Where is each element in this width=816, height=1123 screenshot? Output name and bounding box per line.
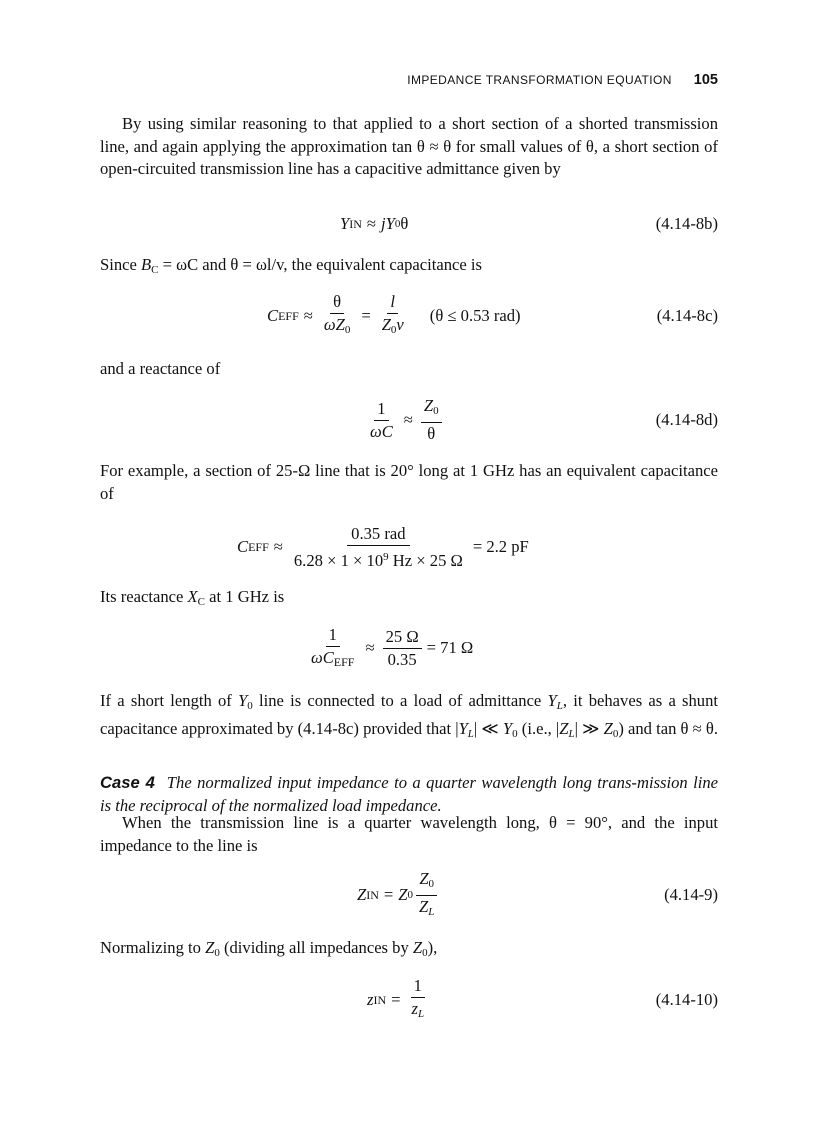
eq8c-number: (4.14-8c) <box>656 306 718 325</box>
equation-4-14-9: Z IN = Z 0 $\frac{Z_0}{Z_L}$ (4.14-9) <box>100 870 718 920</box>
paragraph-reactance: and a reactance of <box>100 359 221 378</box>
p2-c: = ωC and θ = ωl/v, the equivalent capacitance is <box>158 255 482 274</box>
eq10-frac: $\frac{1}{z_L}$ <box>411 976 425 1020</box>
paragraph-quarter-wave: When the transmission line is a quarter wavelength long, θ = 90°, and the input impedance to the line is <box>100 813 718 855</box>
eq8d-frac-1: $\frac{1}{\omega C}$ <box>370 398 393 441</box>
eq8c-lhs-sub: EFF <box>278 308 299 323</box>
equation-example-capacitance: C EFF ≈ $\frac{\text{0.35 rad}}{6.28 \times 1 \times 10^9 Hz \times 25 \Omega}$ = 2.2 pF <box>237 523 529 570</box>
eq8b-number: (4.14-8b) <box>655 214 718 233</box>
equation-4-14-8c <box>100 291 718 341</box>
page <box>100 0 718 1123</box>
ex1-result: = 2.2 pF <box>472 537 529 556</box>
ex1-frac: $\frac{\text{0.35 rad}}{6.28 \times 1 \times 10^9 Hz \times 25 \Omega}$ <box>293 523 463 570</box>
case-4-statement-a: The normalized input impedance to a quarter wavelength long trans- <box>166 773 637 792</box>
eq8b-approx: ≈ <box>366 214 377 233</box>
eq8c-approx: ≈ <box>303 306 313 325</box>
case-4-statement-b: mission line is the reciprocal of the normalized load impedance. <box>100 773 718 815</box>
running-head <box>407 72 718 88</box>
p2-b: B <box>141 255 152 274</box>
equation-4-14-10: z IN = $\frac{1}{z_L}$ (4.14-10) <box>100 975 718 1025</box>
eq8c-f2-num: l <box>387 292 398 314</box>
p2-a: Since <box>100 255 142 274</box>
eq8d-number: (4.14-8d) <box>655 410 718 429</box>
case-4 <box>100 772 718 817</box>
page-number: 105 <box>693 72 718 88</box>
ex2-frac-2: $\frac{25 \Omega}{0.35}$ <box>383 627 422 670</box>
paragraph-its-reactance: Its reactance $X_C$ at 1 GHz is <box>100 587 285 608</box>
running-title: IMPEDANCE TRANSFORMATION EQUATION <box>407 73 672 87</box>
eq8c-f1-num: θ <box>330 292 344 314</box>
eq8d-approx: ≈ <box>403 410 413 429</box>
eq8c-frac-1 <box>321 292 353 340</box>
eq8b-lhs-sub: IN <box>349 216 362 231</box>
paragraph-open-circuit: By using similar reasoning to that applied to a short section of a shorted transmission line, and again applying the approximation tan θ ≈ θ for small values of θ, a short section of open-circuited transmission line has a capacitive admittance given by <box>100 114 718 179</box>
eq8b-rhs-sub: 0 <box>394 218 401 230</box>
paragraph-normalizing: Normalizing to $Z_0$ (dividing all impedances by $Z_0$), <box>100 938 438 959</box>
eq8d-frac-2: $\frac{Z_0}{\theta}$ <box>421 396 442 444</box>
eq8c-frac-2 <box>379 292 407 340</box>
paragraph-since <box>100 254 718 282</box>
eq8c-lhs: C <box>267 306 279 325</box>
ex2-frac-1: $\frac{1}{\omega C_{EFF}}$ <box>311 624 355 669</box>
equation-example-reactance: $\frac{1}{\omega C_{EFF}}$ ≈ $\frac{25 \Omega}{0.35}$ = 71 Ω <box>100 623 718 673</box>
eq9-frac: $\frac{Z_0}{Z_L}$ <box>416 869 437 922</box>
equation-4-14-8d <box>100 395 718 445</box>
eq9-number: (4.14-9) <box>664 885 718 904</box>
eq10-number: (4.14-10) <box>655 990 718 1009</box>
eq8c-equals: = <box>361 306 371 325</box>
paragraph-short-length: If a short length of $Y_0$ line is connected to a load of admittance $Y_L$, it behaves as a shunt capacitance approximated by (4.14-8c) provided that $|Y_L|$ ≪ $Y_0$ (i.e., $|Z_L|$ ≫ $Z_0$) and tan θ ≈ θ. <box>100 691 718 740</box>
case-4-label: Case 4 <box>100 773 155 792</box>
equation-4-14-8b <box>100 199 718 249</box>
eq8b-rhs-a: jY <box>381 214 395 233</box>
eq8c-condition: (θ ≤ 0.53 rad) <box>429 306 521 325</box>
ex2-result: = 71 Ω <box>426 638 474 657</box>
p2-b-sub: C <box>151 264 159 276</box>
eq8c-f2-den: $Z_0v$ <box>381 315 404 336</box>
eq8b-rhs-b: θ <box>400 214 409 233</box>
eq8c-f1-den: $\omega Z_0$ <box>323 315 351 336</box>
paragraph-example: For example, a section of 25-Ω line that is 20° long at 1 GHz has an equivalent capacitance of <box>100 461 718 503</box>
eq8b-lhs: Y <box>340 214 350 233</box>
